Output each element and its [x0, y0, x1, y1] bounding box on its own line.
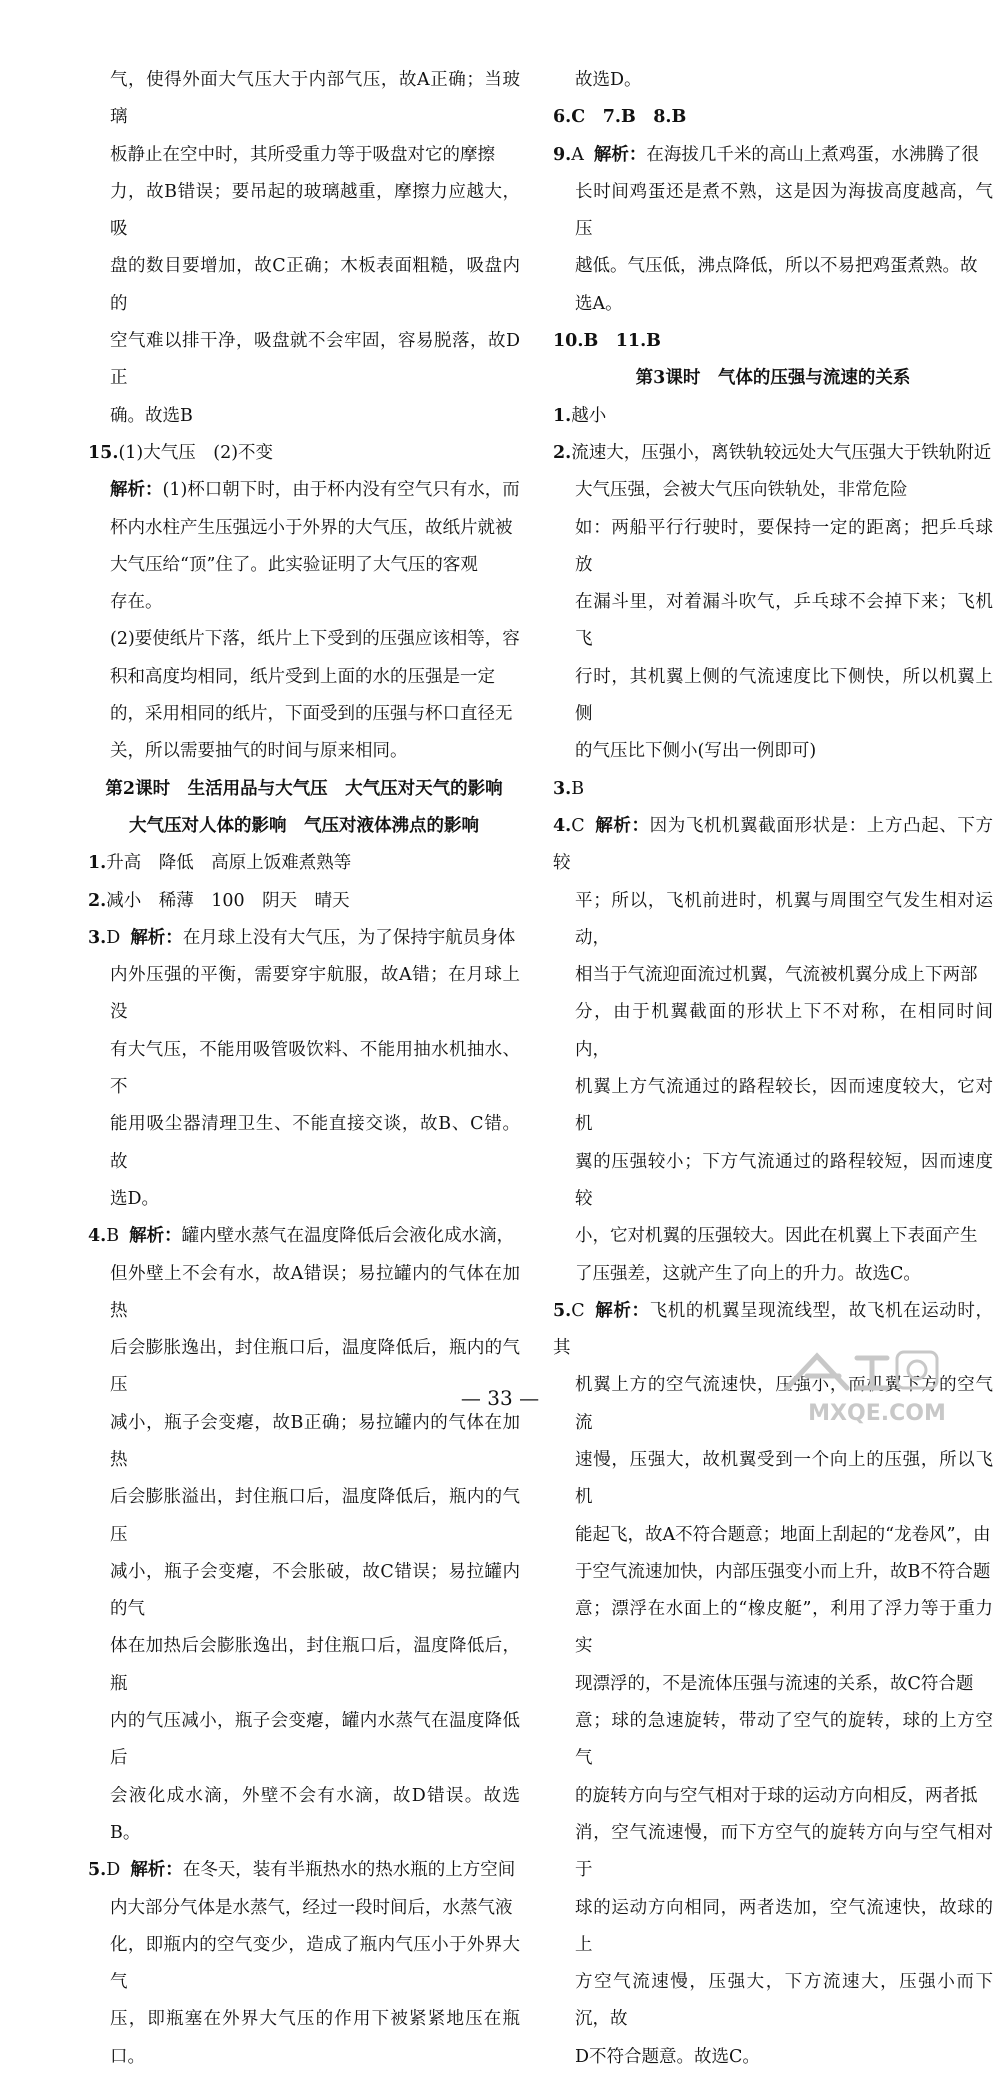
section-heading: 大气压对人体的影响 气压对液体沸点的影响 [129, 815, 479, 836]
text-line: 速慢，压强大，故机翼受到一个向上的压强，所以飞机 [575, 1449, 993, 1508]
analysis-label: 解析： [594, 1300, 650, 1321]
analysis-text: 飞机的机翼呈现流线型，故飞机在运动时，其 [553, 1300, 994, 1359]
answer-choice: D [106, 1860, 121, 1881]
question-number: 5. [88, 1860, 107, 1881]
analysis-text: 罐内壁水蒸气在温度降低后会液化成水滴， [181, 1226, 515, 1247]
question-9 [553, 137, 993, 323]
text-line: 的，采用相同的纸片，下面受到的压强与杯口直径无 [110, 704, 513, 725]
text-line: 长时间鸡蛋还是煮不熟，这是因为海拔高度越高，气压 [575, 181, 993, 240]
question-4 [553, 808, 993, 1293]
text-line: D不符合题意。故选C。 [575, 2046, 760, 2067]
text-line: 内大部分气体是水蒸气，经过一段时间后，水蒸气液 [110, 1897, 513, 1918]
right-column [553, 62, 993, 2076]
answer-choice: B [106, 1226, 120, 1247]
analysis-text: 因为飞机机翼截面形状是：上方凸起、下方较 [553, 815, 994, 874]
text-line: 体在加热后会膨胀逸出，封住瓶口后，温度降低后，瓶 [110, 1636, 520, 1694]
text-line: 意；球的急速旋转，带动了空气的旋转，球的上方空气 [575, 1711, 993, 1769]
text-line: 内外压强的平衡，需要穿宇航服，故A错；在月球上没 [110, 965, 520, 1023]
question-number: 1. [553, 405, 572, 426]
answer-text: (1)大气压 (2)不变 [118, 442, 274, 463]
analysis-label: 解析： [130, 1860, 183, 1881]
answer-text: B [571, 778, 585, 799]
text-line: 意；漂浮在水面上的“橡皮艇”，利用了浮力等于重力实 [575, 1599, 993, 1657]
text-line: 的气压比下侧小(写出一例即可) [575, 741, 817, 762]
q14-continued [88, 62, 520, 435]
text-line: 确。故选B [110, 405, 193, 426]
text-line: 行时，其机翼上侧的气流速度比下侧快，所以机翼上侧 [575, 666, 993, 725]
answer-text: 流速大，压强小，离铁轨较远处大气压强大于铁轨附近 [571, 442, 992, 463]
question-2 [553, 435, 993, 771]
analysis-text: 在海拔几千米的高山上煮鸡蛋，水沸腾了很 [646, 144, 979, 165]
text-line: 大气压给“顶”住了。此实验证明了大气压的客观 [110, 554, 478, 575]
text-line: 存在。 [110, 592, 163, 613]
analysis-text: 在月球上没有大气压，为了保持宇航员身体 [182, 927, 516, 948]
text-line: 机翼上方气流通过的路程较长，因而速度较大，它对机 [575, 1077, 993, 1135]
svg-text:MXQE.COM: MXQE.COM [808, 1401, 946, 1426]
text-line: 相当于气流迎面流过机翼，气流被机翼分成上下两部 [575, 965, 978, 986]
watermark-logo [777, 1346, 982, 1426]
text-line: 了压强差，这就产生了向上的升力。故选C。 [575, 1263, 921, 1284]
text-line: 分，由于机翼截面的形状上下不对称，在相同时间内， [575, 1002, 993, 1060]
answer-choice: A [571, 144, 584, 165]
question-5 [88, 1852, 520, 2076]
page-number: — 33 — [460, 1386, 540, 1410]
text-line: 会液化成水滴，外壁不会有水滴，故D错误。故选B。 [110, 1785, 520, 1843]
text-line: 方空气流速慢，压强大，下方流速大，压强小而下沉，故 [575, 1972, 993, 2030]
answer-line [88, 1852, 520, 1889]
answer-text: 升高 降低 高原上饭难煮熟等 [106, 853, 352, 874]
analysis-label: 解析： [130, 927, 183, 948]
analysis-label: 解析： [593, 144, 647, 165]
text-line: 的旋转方向与空气相对于球的运动方向相反，两者抵 [575, 1785, 978, 1806]
text-line: 消，空气流速慢，而下方空气的旋转方向与空气相对于 [575, 1822, 993, 1881]
text-line: 减小，瓶子会变瘪，故B正确；易拉罐内的气体在加热 [110, 1412, 520, 1470]
question-number: 3. [553, 778, 572, 799]
question-number: 2. [553, 442, 572, 463]
answer-choice: C [571, 815, 585, 836]
text-line: 杯内水柱产生压强远小于外界的大气压，故纸片就被 [110, 517, 513, 538]
question-number: 2. [88, 890, 107, 911]
question-1 [553, 398, 993, 435]
answer-line: 6.C 7.B 8.B [553, 107, 687, 128]
text-line: 于空气流速加快，内部压强变小而上升，故B不符合题 [575, 1561, 991, 1582]
question-number: 4. [553, 815, 572, 836]
text-line: 越低。气压低，沸点降低，所以不易把鸡蛋煮熟。故 [575, 256, 978, 277]
left-column [88, 62, 520, 2076]
answer-line [88, 920, 520, 957]
answer-line [553, 435, 993, 472]
section-heading: 第3课时 气体的压强与流速的关系 [635, 368, 911, 389]
text-line: 故选D。 [575, 70, 642, 90]
answer-choice: D [106, 927, 121, 948]
question-3 [553, 771, 993, 808]
question-15 [88, 435, 520, 771]
question-number: 5. [553, 1300, 572, 1321]
text-line: 减小，瓶子会变瘪，不会胀破，故C错误；易拉罐内的气 [110, 1561, 520, 1620]
text-line: 内的气压减小，瓶子会变瘪，罐内水蒸气在温度降低后 [110, 1711, 520, 1769]
question-2 [88, 883, 520, 920]
text-line: 机翼上方的空气流速快，压强小，而机翼下方的空气流 [575, 1375, 993, 1433]
text-line: 翼的压强较小；下方气流通过的路程较短，因而速度较 [575, 1151, 993, 1209]
analysis-label: 解析： [594, 815, 650, 836]
text-line: 选A。 [575, 293, 623, 314]
question-number: 15. [88, 442, 119, 463]
text-line: 气，使得外面大气压大于内部气压，故A正确；当玻璃 [110, 70, 520, 128]
text-line: 压，即瓶塞在外界大气压的作用下被紧紧地压在瓶口。 [110, 2009, 520, 2067]
text-line: 如：两船平行行驶时，要保持一定的距离；把乒乓球放 [575, 517, 993, 575]
text-line: 板静止在空中时，其所受重力等于吸盘对它的摩擦 [110, 144, 495, 165]
text-line: 现漂浮的，不是流体压强与流速的关系，故C符合题 [575, 1673, 974, 1694]
text-line: 关，所以需要抽气的时间与原来相同。 [110, 741, 408, 762]
question-number: 4. [88, 1226, 107, 1247]
question-3 [88, 920, 520, 1218]
answer-line [88, 435, 520, 472]
text-line: (2)要使纸片下落，纸片上下受到的压强应该相等，容 [110, 629, 520, 650]
text-line: 球的运动方向相同，两者迭加，空气流速快，故球的上 [575, 1897, 993, 1955]
text-line: 盘的数目要增加，故C正确；木板表面粗糙，吸盘内的 [110, 256, 520, 314]
text-line: 空气难以排干净，吸盘就不会牢固，容易脱落，故D正 [110, 331, 520, 389]
analysis-label: 解析： [110, 480, 163, 501]
text-line: 力，故B错误；要吊起的玻璃越重，摩擦力应越大，吸 [110, 181, 520, 240]
text-line: 有大气压，不能用吸管吸饮料、不能用抽水机抽水、不 [110, 1039, 520, 1098]
answer-line [88, 1218, 520, 1255]
question-1 [88, 845, 520, 882]
analysis-text: 在冬天，装有半瓶热水的热水瓶的上方空间 [182, 1860, 516, 1881]
text-line: 但外壁上不会有水，故A错误；易拉罐内的气体在加热 [110, 1263, 520, 1321]
text-line: 大气压强，会被大气压向铁轨处，非常危险 [575, 480, 908, 501]
question-number: 1. [88, 853, 107, 874]
text-line: 能起飞，故A不符合题意；地面上刮起的“龙卷风”，由 [575, 1524, 991, 1545]
question-4 [88, 1218, 520, 1852]
answer-line: 10.B 11.B [553, 331, 661, 352]
analysis-text: (1)杯口朝下时，由于杯内没有空气只有水，而 [162, 480, 520, 501]
analysis-line [88, 472, 520, 509]
text-line: 小，它对机翼的压强较大。因此在机翼上下表面产生 [575, 1226, 978, 1247]
text-line: 在漏斗里，对着漏斗吹气，乒乓球不会掉下来；飞机飞 [575, 592, 993, 650]
answer-line [553, 137, 993, 174]
text-line: 后会膨胀逸出，封住瓶口后，温度降低后，瓶内的气压 [110, 1338, 520, 1396]
text-line: 后会膨胀溢出，封住瓶口后，温度降低后，瓶内的气压 [110, 1487, 520, 1545]
text-line: 化，即瓶内的空气变少，造成了瓶内气压小于外界大气 [110, 1934, 520, 1993]
text-line: 能用吸尘器清理卫生、不能直接交谈，故B、C错。故 [110, 1114, 520, 1172]
answer-text: 减小 稀薄 100 阴天 晴天 [106, 890, 350, 911]
question-number: 9. [553, 144, 572, 165]
answer-text: 越小 [571, 405, 607, 426]
question-number: 3. [88, 927, 107, 948]
text-line: 选D。 [110, 1188, 160, 1209]
answer-line [553, 808, 993, 883]
section-heading: 第2课时 生活用品与大气压 大气压对天气的影响 [105, 778, 503, 799]
answer-choice: C [571, 1300, 585, 1321]
text-line: 积和高度均相同，纸片受到上面的水的压强是一定 [110, 666, 495, 687]
text-line: 平；所以，飞机前进时，机翼与周围空气发生相对运动， [575, 890, 993, 948]
analysis-label: 解析： [129, 1226, 182, 1247]
